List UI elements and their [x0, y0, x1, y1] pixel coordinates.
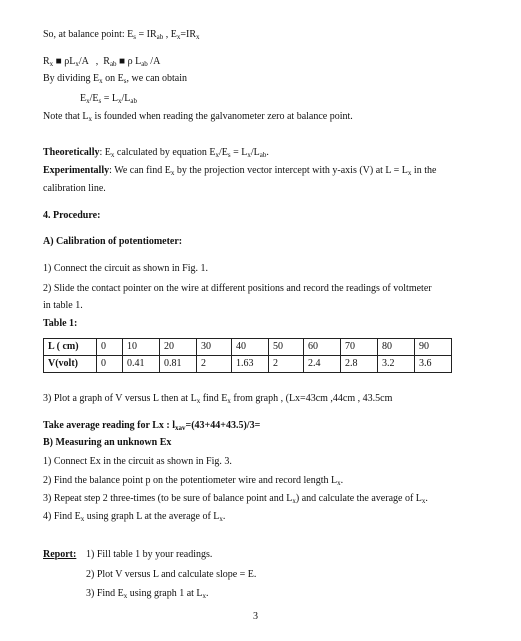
table-cell: 50	[269, 339, 304, 356]
heading-procedure: 4. Procedure:	[43, 210, 101, 221]
page-number: 3	[253, 611, 258, 622]
step-a2: 2) Slide the contact pointer on the wire at different positions and record the readings of voltmeter	[43, 283, 432, 294]
table-cell: 20	[160, 339, 197, 356]
heading-calibration: A) Calibration of potentiometer:	[43, 236, 183, 247]
table-title: Table 1:	[43, 318, 78, 329]
table-cell: 2.8	[341, 356, 378, 373]
table-cell: 1.63	[232, 356, 269, 373]
step-a1: 1) Connect the circuit as shown in Fig. 1.	[43, 263, 208, 274]
table-cell: 10	[123, 339, 160, 356]
step-b1: 1) Connect Ex in the circuit as shown in Fig. 3.	[43, 456, 232, 467]
report-label: Report:	[43, 549, 77, 560]
table-row	[44, 356, 452, 373]
line-experimentally: Experimentally: We can find $E_x$ by the projection vector intercept with y-axis (V) at $L = L_x$ in the	[43, 165, 437, 177]
table-row	[44, 339, 452, 356]
line-calibration: calibration line.	[43, 183, 106, 194]
report-item-1: 1) Fill table 1 by your readings.	[86, 549, 213, 560]
table-cell: 0	[97, 339, 123, 356]
report-item-3: 3) Find $E_x$ using graph 1 at $L_x$.	[86, 588, 209, 600]
table-cell: 90	[415, 339, 452, 356]
table-cell: 2	[197, 356, 232, 373]
table-cell: 70	[341, 339, 378, 356]
table-cell: 0.81	[160, 356, 197, 373]
table-cell: V(volt)	[44, 356, 97, 373]
table-cell: 60	[304, 339, 341, 356]
step-b4: 4) Find $E_x$ using graph L at the average of $L_x$.	[43, 511, 226, 523]
average-reading: Take average reading for Lx : $l_{xav}=(43+44+43.5)/3=$	[43, 420, 261, 432]
line-balance-point: So, at balance point: $E_s = IR_{ab}$ , $E_x=IR_x$	[43, 29, 200, 41]
table-cell: 3.6	[415, 356, 452, 373]
line-theoretically: Theoretically: $E_x$ calculated by equation $E_x/E_s = L_x/L_{ab}$.	[43, 147, 269, 159]
line-dividing: By dividing $E_x$ on $E_s$, we can obtain	[43, 73, 188, 85]
table-cell: 80	[378, 339, 415, 356]
table-cell: 30	[197, 339, 232, 356]
table-cell: 2	[269, 356, 304, 373]
table-cell: L ( cm)	[44, 339, 97, 356]
line-ratio-equation: $E_x/E_s = L_x/L_{ab}$	[80, 93, 137, 105]
line-note: Note that $L_x$ is founded when reading the galvanometer zero at balance point.	[43, 111, 353, 123]
table-cell: 3.2	[378, 356, 415, 373]
step-b2: 2) Find the balance point p on the potentiometer wire and record length $L_x$.	[43, 475, 344, 487]
report-item-2: 2) Plot V versus L and calculate slope = E.	[86, 569, 257, 580]
step-a2-cont: in table 1.	[43, 300, 83, 311]
table-cell: 40	[232, 339, 269, 356]
step-b3: 3) Repeat step 2 three-times (to be sure of balance point and $L_x$) and calculate the average of $L_x$.	[43, 493, 428, 505]
table-cell: 0.41	[123, 356, 160, 373]
table-cell: 2.4	[304, 356, 341, 373]
step-a3: 3) Plot a graph of V versus L then at $L_x$ find $E_x$ from graph , (Lx=43cm ,44cm , 43.5cm	[43, 393, 393, 405]
table-cell: 0	[97, 356, 123, 373]
heading-measuring: B) Measuring an unknown Ex	[43, 437, 172, 448]
data-table	[43, 338, 452, 373]
line-resistance-relations: $R_x$ ■ $\rho L_x/A$ , $R_{ab}$ ■ ρ $L_{ab}$ /A	[43, 56, 161, 68]
